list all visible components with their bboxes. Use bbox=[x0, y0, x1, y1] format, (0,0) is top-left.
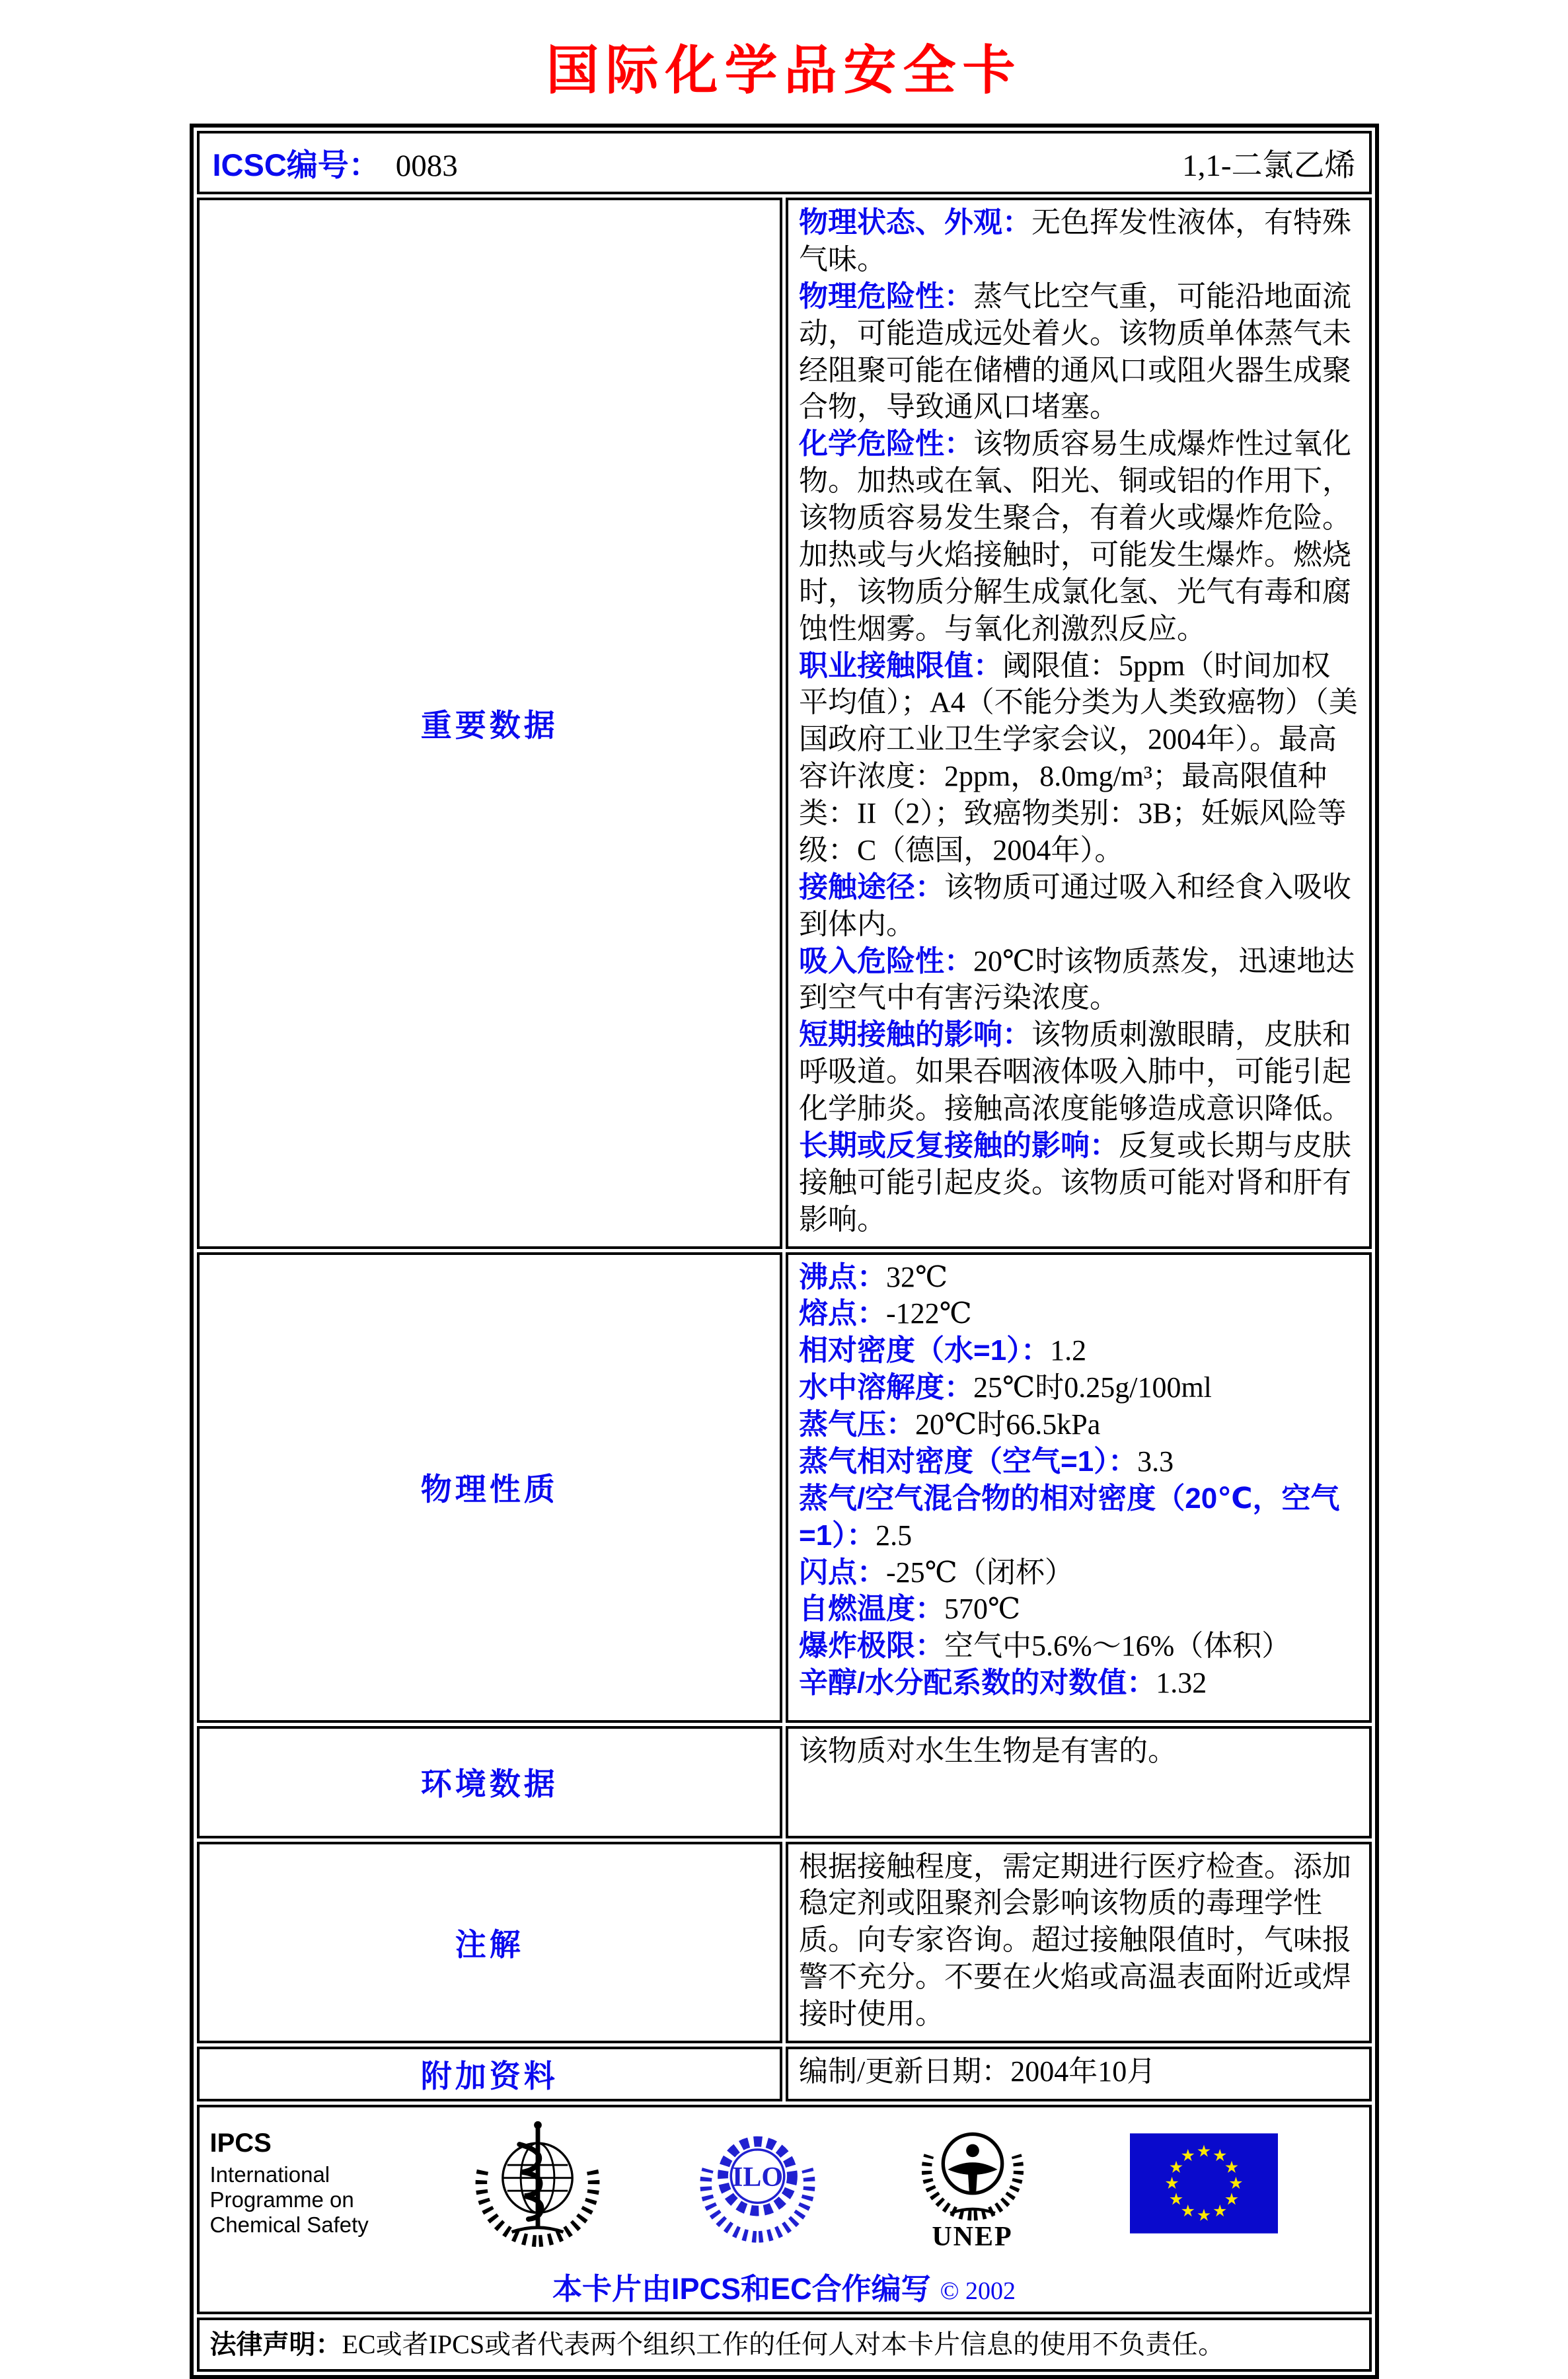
entry-text: 该物质可通过吸入和经食入吸收到体内。 bbox=[799, 870, 1351, 940]
entry-text: 32℃ bbox=[886, 1260, 948, 1293]
data-entry bbox=[799, 1369, 1359, 1406]
additional-info-text: 编制/更新日期：2004年10月 bbox=[799, 2055, 1156, 2088]
entry-label: 水中溶解度： bbox=[799, 1371, 973, 1404]
entry-text: 1.32 bbox=[1156, 1667, 1207, 1700]
page-title: 国际化学品安全卡 bbox=[546, 42, 1022, 100]
data-entry bbox=[799, 1554, 1359, 1591]
entry-label: 蒸气相对密度（空气=1）： bbox=[799, 1445, 1138, 1478]
section-content-additional-info bbox=[786, 2047, 1372, 2101]
icsc-number-label: ICSC编号： bbox=[212, 147, 380, 182]
entry-label: 吸入危险性： bbox=[799, 944, 973, 977]
entry-label: 闪点： bbox=[799, 1556, 886, 1589]
entry-label: 物理状态、外观： bbox=[799, 206, 1031, 239]
entry-text: 1.2 bbox=[1050, 1334, 1087, 1367]
ipcs-title: IPCS bbox=[209, 2129, 272, 2158]
icsc-number-group bbox=[213, 141, 458, 185]
data-entry bbox=[799, 1127, 1359, 1238]
section-content-environmental-data bbox=[786, 1726, 1372, 1838]
ipcs-subtitle-line: Programme on bbox=[209, 2187, 354, 2212]
data-entry bbox=[799, 648, 1359, 869]
data-entry bbox=[799, 278, 1359, 426]
entry-text: 20℃时66.5kPa bbox=[915, 1408, 1101, 1441]
section-content-notes bbox=[786, 1842, 1372, 2043]
data-entry bbox=[799, 204, 1359, 278]
entry-label: 沸点： bbox=[799, 1260, 886, 1293]
entry-text: 2.5 bbox=[876, 1519, 913, 1552]
unep-logo-icon bbox=[913, 2114, 1032, 2225]
entry-text: 无色挥发性液体，有特殊气味。 bbox=[799, 206, 1351, 276]
legal-notice-label: 法律声明： bbox=[209, 2329, 342, 2359]
data-entry bbox=[799, 1406, 1359, 1443]
data-entry bbox=[799, 1628, 1359, 1665]
data-entry bbox=[799, 943, 1359, 1017]
unep-logo-block bbox=[913, 2114, 1032, 2253]
entry-text: 3.3 bbox=[1137, 1445, 1174, 1478]
entry-text: 空气中5.6%～16%（体积） bbox=[944, 1630, 1291, 1663]
entry-text: 反复或长期与皮肤接触可能引起皮炎。该物质可能对肾和肝有影响。 bbox=[799, 1129, 1351, 1236]
entry-label: 短期接触的影响： bbox=[799, 1018, 1031, 1051]
entry-text: 该物质容易生成爆炸性过氧化物。加热或在氧、阳光、铜或铝的作用下，该物质容易发生聚合，有着火或爆炸危险。加热或与火焰接触时，可能发生爆炸。燃烧时，该物质分解生成氯化氢、光气有毒和腐蚀性烟雾。与氧化剂激烈反应。 bbox=[799, 428, 1351, 645]
data-entry bbox=[799, 1016, 1359, 1127]
copyright-text: © 2002 bbox=[940, 2277, 1016, 2305]
section-label-additional-info: 附加资料 bbox=[197, 2047, 783, 2101]
section-label-notes: 注解 bbox=[197, 1842, 783, 2043]
ipcs-wordmark bbox=[210, 2129, 375, 2238]
who-logo-icon bbox=[473, 2119, 602, 2247]
entry-text: -25℃（闭杯） bbox=[886, 1556, 1074, 1589]
data-entry bbox=[799, 1480, 1359, 1554]
chemical-name: 1,1-二氯乙烯 bbox=[1182, 148, 1356, 183]
entry-label: 相对密度（水=1）： bbox=[799, 1334, 1051, 1367]
entry-text: 20℃时该物质蒸发，迅速地达到空气中有害污染浓度。 bbox=[799, 944, 1355, 1014]
entry-label: 蒸气/空气混合物的相对密度（20℃，空气=1）： bbox=[799, 1482, 1340, 1552]
entry-label: 物理危险性： bbox=[799, 280, 973, 313]
entry-label: 自燃温度： bbox=[799, 1593, 944, 1626]
section-label-physical-properties: 物理性质 bbox=[197, 1252, 783, 1723]
eu-flag-icon bbox=[1130, 2132, 1278, 2235]
legal-row bbox=[197, 2318, 1372, 2372]
entry-text: -122℃ bbox=[886, 1297, 972, 1330]
notes-text: 根据接触程度，需定期进行医疗检查。添加稳定剂或阻聚剂会影响该物质的毒理学性质。向专家咨询。超过接触限值时，气味报警不充分。不要在火焰或高温表面附近或焊接时使用。 bbox=[799, 1850, 1351, 2030]
data-entry bbox=[799, 1665, 1359, 1702]
ilo-logo-text: ILO bbox=[731, 2162, 783, 2193]
card-header-row bbox=[197, 131, 1372, 194]
data-entry bbox=[799, 1332, 1359, 1369]
ipcs-subtitle-line: Chemical Safety bbox=[209, 2212, 369, 2238]
entry-label: 辛醇/水分配系数的对数值： bbox=[799, 1667, 1156, 1700]
entry-text: 25℃时0.25g/100ml bbox=[973, 1371, 1212, 1404]
icsc-card-table bbox=[190, 124, 1379, 2379]
entry-label: 爆炸极限： bbox=[799, 1630, 944, 1663]
unep-logo-text: UNEP bbox=[932, 2221, 1013, 2252]
entry-label: 熔点： bbox=[799, 1297, 886, 1330]
legal-notice-text: EC或者IPCS或者代表两个组织工作的任何人对本卡片信息的使用不负责任。 bbox=[342, 2329, 1225, 2359]
ilo-logo-icon bbox=[700, 2117, 815, 2249]
section-label-important-data: 重要数据 bbox=[197, 198, 783, 1249]
data-entry bbox=[799, 1259, 1359, 1296]
section-label-environmental-data: 环境数据 bbox=[197, 1726, 783, 1838]
icsc-card-page bbox=[0, 28, 1568, 2379]
logos-row bbox=[197, 2105, 1372, 2314]
entry-text: 该物质刺激眼睛，皮肤和呼吸道。如果吞咽液体吸入肺中，可能引起化学肺炎。接触高浓度能够造成意识降低。 bbox=[799, 1018, 1351, 1125]
entry-text: 阈限值：5ppm（时间加权平均值）；A4（不能分类为人类致癌物）（美国政府工业卫生学家会议，2004年）。最高容许浓度：2ppm，8.0mg/m³；最高限值种类：II（2）；致癌物类别：3B；妊娠风险等级：C（德国，2004年）。 bbox=[799, 649, 1358, 866]
data-entry bbox=[799, 1295, 1359, 1332]
entry-label: 蒸气压： bbox=[799, 1408, 915, 1441]
icsc-number-value: 0083 bbox=[395, 148, 458, 183]
entry-label: 职业接触限值： bbox=[799, 649, 1002, 682]
data-entry bbox=[799, 426, 1359, 647]
data-entry bbox=[799, 1591, 1359, 1628]
data-entry bbox=[799, 1443, 1359, 1480]
entry-text: 蒸气比空气重，可能沿地面流动，可能造成远处着火。该物质单体蒸气未经阻聚可能在储槽的通风口或阻火器生成聚合物，导致通风口堵塞。 bbox=[799, 280, 1351, 424]
entry-label: 接触途径： bbox=[799, 870, 944, 903]
data-entry bbox=[799, 869, 1359, 943]
entry-label: 长期或反复接触的影响： bbox=[799, 1129, 1119, 1162]
credit-text: 本卡片由IPCS和EC合作编写 bbox=[552, 2271, 931, 2306]
credit-line bbox=[205, 2265, 1364, 2308]
environmental-data-text: 该物质对水生生物是有害的。 bbox=[799, 1734, 1177, 1767]
ipcs-subtitle-line: International bbox=[209, 2162, 330, 2187]
section-content-important-data bbox=[786, 198, 1372, 1249]
entry-label: 化学危险性： bbox=[799, 428, 973, 461]
section-content-physical-properties bbox=[786, 1252, 1372, 1723]
entry-text: 570℃ bbox=[944, 1593, 1021, 1626]
